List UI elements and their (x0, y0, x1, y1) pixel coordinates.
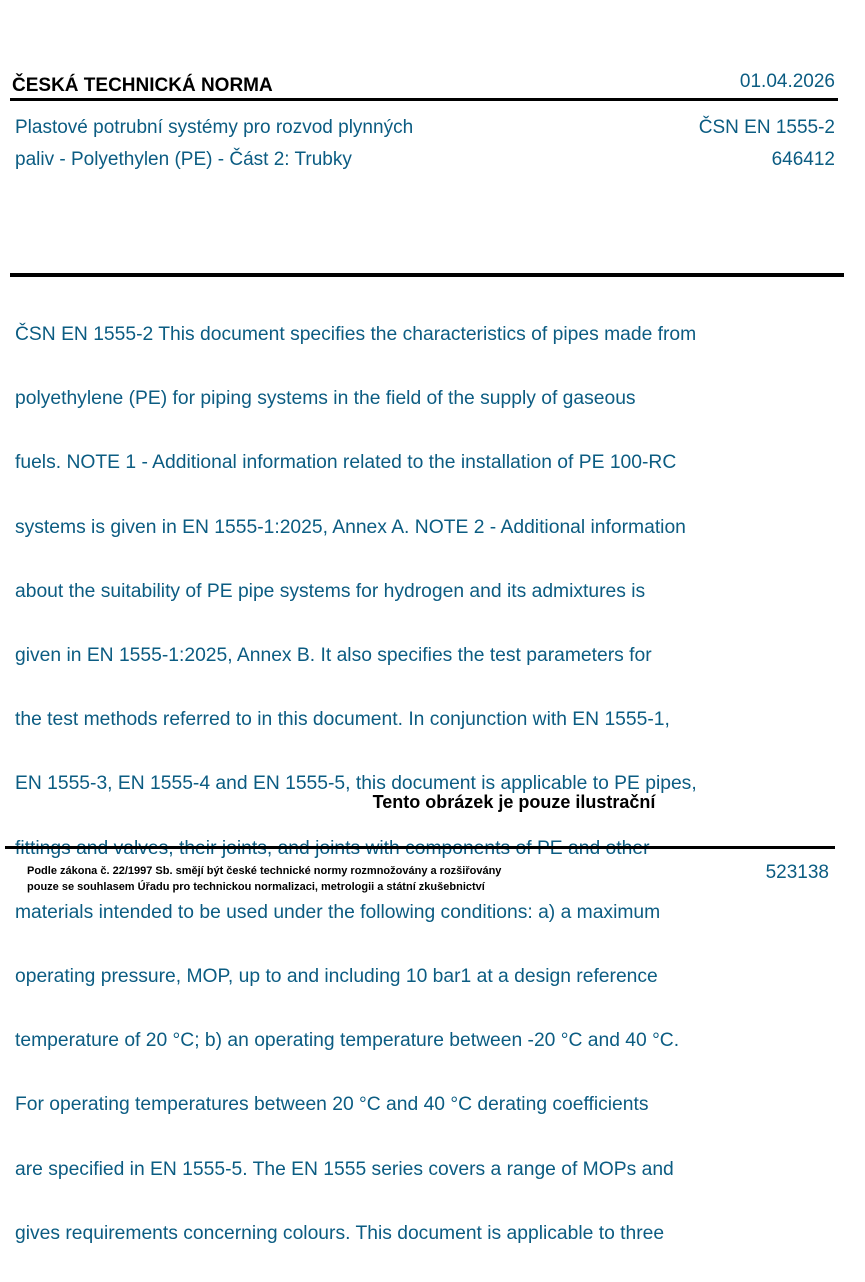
abstract-line: For operating temperatures between 20 °C and 40 °C derating coefficients (15, 1094, 649, 1116)
footer-code: 523138 (765, 862, 829, 883)
abstract-line: systems is given in EN 1555-1:2025, Annex A. NOTE 2 - Additional information (15, 516, 686, 538)
footer-divider (5, 846, 835, 849)
header-divider (10, 98, 838, 101)
illustration-notice: Tento obrázek je pouze ilustrační (372, 792, 656, 812)
abstract-line: ČSN EN 1555-2 This document specifies the characteristics of pipes made from (15, 324, 697, 346)
abstract-line: operating pressure, MOP, up to and including 10 bar1 at a design reference (15, 965, 658, 987)
legal-notice-line-2: pouze se souhlasem Úřadu pro technickou normalizaci, metrologii a státní zkušebnictví (27, 881, 485, 893)
abstract-line: gives requirements concerning colours. This document is applicable to three (15, 1222, 665, 1244)
document-date: 01.04.2026 (739, 71, 835, 92)
abstract-line: temperature of 20 °C; b) an operating temperature between -20 °C and 40 °C. (15, 1030, 680, 1052)
abstract-line: materials intended to be used under the following conditions: a) a maximum (15, 901, 661, 923)
abstract-line: given in EN 1555-1:2025, Annex B. It also specifies the test parameters for (15, 645, 652, 667)
legal-notice-line-1: Podle zákona č. 22/1997 Sb. smějí být české technické normy rozmnožovány a rozšiřovány (27, 865, 502, 877)
document-abstract (15, 287, 790, 1282)
classification-number: 646412 (771, 149, 835, 170)
abstract-line: the test methods referred to in this document. In conjunction with EN 1555-1, (15, 709, 670, 731)
abstract-line: fuels. NOTE 1 - Additional information related to the installation of PE 100-RC (15, 452, 677, 474)
title-divider (10, 273, 844, 277)
abstract-line: are specified in EN 1555-5. The EN 1555 series covers a range of MOPs and (15, 1158, 674, 1180)
abstract-line: polyethylene (PE) for piping systems in the field of the supply of gaseous (15, 388, 636, 410)
standard-title-line-1: Plastové potrubní systémy pro rozvod plynných (15, 117, 414, 138)
abstract-line: EN 1555-3, EN 1555-4 and EN 1555-5, this document is applicable to PE pipes, (15, 773, 697, 795)
standard-title-line-2: paliv - Polyethylen (PE) - Část 2: Trubky (15, 149, 352, 170)
abstract-line: about the suitability of PE pipe systems for hydrogen and its admixtures is (15, 580, 646, 602)
document-header-title: ČESKÁ TECHNICKÁ NORMA (12, 75, 273, 96)
standard-code: ČSN EN 1555-2 (698, 117, 835, 138)
legal-notice (27, 863, 501, 895)
